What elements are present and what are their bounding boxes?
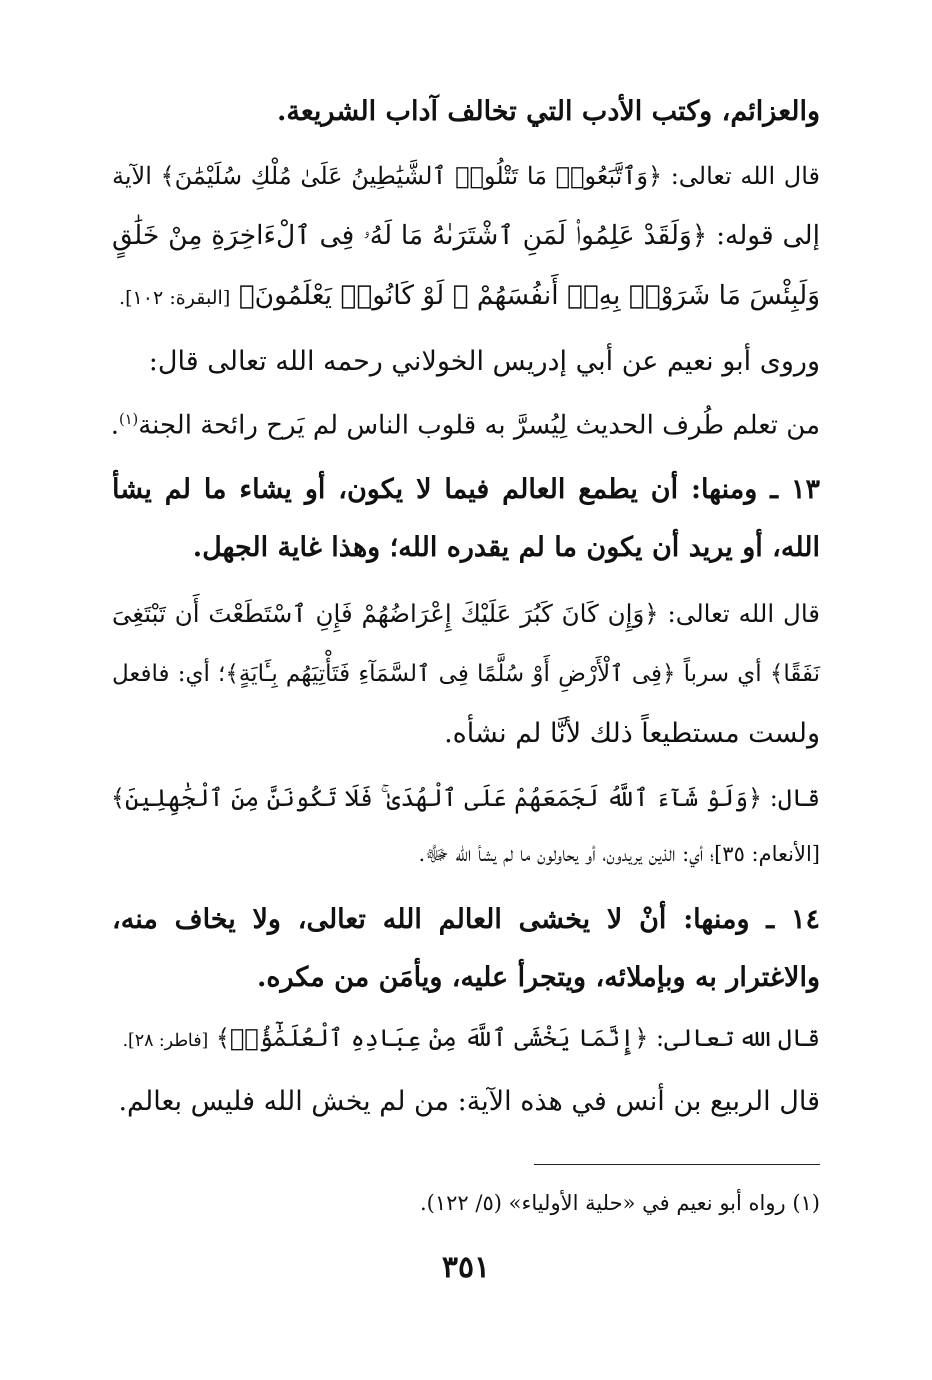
line-15-text: والاغترار به وبإملائه، ويتجرأ عليه، ويأمَن من مكره. [256,962,820,993]
line-4-text: وَلَبِئْسَ مَا شَرَوْا۟ بِهِۦٓ أَنفُسَهُمْ ۚ لَوْ كَانُوا۟ يَعْلَمُونَ﴾ [238,280,820,311]
text-line-7 [112,470,820,510]
text-line-16 [112,1018,820,1061]
line-9-text: قال الله تعالى: ﴿وَإِن كَانَ كَبُرَ عَلَيْكَ إِعْرَاضُهُمْ فَإِنِ ٱسْتَطَعْتَ أَن تَبْتَغِىَ [112,599,820,628]
text-line-9 [112,594,820,634]
text-line-12 [112,778,820,818]
line-16-text: قال الله تعالى: ﴿إِنَّمَا يَخْشَى ٱللَّهَ مِنْ عِبَادِهِ ٱلْعُلَمَٰٓؤُا۟﴾ [215,1024,820,1052]
text-line-11 [112,714,820,754]
text-line-3 [112,216,820,256]
line-11-text: ولست مستطيعاً ذلك لأنَّا لم نشأه. [444,718,820,749]
line-12-text: قال: ﴿وَلَوْ شَآءَ ٱللَّهُ لَجَمَعَهُمْ عَلَى ٱلْهُدَىٰ ۚ فَلَا تَكُونَنَّ مِنَ ٱلْجَٰهِلِينَ﴾ [110,784,820,812]
text-line-14 [112,900,820,940]
page-number: ٣٥١ [441,1250,491,1285]
line-8-text: الله، أو يريد أن يكون ما لم يقدره الله؛ وهذا غاية الجهل. [192,532,820,563]
text-line-5 [112,342,820,382]
ref-baqara: [البقرة: ١٠٢]. [119,287,231,309]
line-5-text: وروى أبو نعيم عن أبي إدريس الخولاني رحمه الله تعالى قال: [148,346,820,377]
line-1-text: والعزائم، وكتب الأدب التي تخالف آداب الشريعة. [277,96,820,127]
footnote-divider [534,1164,820,1165]
line-3-text: إلى قوله: ﴿وَلَقَدْ عَلِمُوا۟ لَمَنِ ٱشْتَرَىٰهُ مَا لَهُۥ فِى ٱلْءَاخِرَةِ مِنْ خَلَٰقٍ [112,220,820,251]
footnote-marker: (١) [119,411,139,428]
line-14-text: ١٤ ـ ومنها: أنْ لا يخشى العالم الله تعالى، ولا يخاف منه، [112,904,820,935]
text-line-15 [112,958,820,998]
text-line-17 [112,1082,820,1122]
text-line-8 [112,528,820,568]
line-2-text: قال الله تعالى: ﴿وَٱتَّبَعُوا۟ مَا تَتْلُوا۟ ٱلشَّيَٰطِينُ عَلَىٰ مُلْكِ سُلَيْمَٰنَ﴾ الآية [112,162,820,190]
text-line-13 [112,834,820,874]
text-line-4 [112,276,820,318]
footnote: (١) رواه أبو نعيم في «حلية الأولياء» (٥/ ١٢٢). [419,1191,820,1215]
text-line-1 [112,92,820,132]
line-10-text: نَفَقًا﴾ أي سرباً ﴿فِى ٱلْأَرْضِ أَوْ سُلَّمًا فِى ٱلسَّمَآءِ فَتَأْتِيَهُم بِـَٔايَةٍ﴾؛ أي: فافعل [112,661,820,687]
text-line-2 [112,156,820,196]
line-17-text: قال الربيع بن أنس في هذه الآية: من لم يخش الله فليس بعالم. [118,1086,820,1117]
line-13-text: [الأنعام: ٣٥]؛ أي: الذين يريدون، أو يحاولون ما لم يشأ الله ﷻ. [418,842,820,866]
line-7-text: ١٣ ـ ومنها: أن يطمع العالم فيما لا يكون، أو يشاء ما لم يشأ [112,474,820,505]
text-line-6 [112,400,820,446]
line-6-end: . [110,410,120,441]
text-line-10 [112,654,820,694]
ref-fatir: [فاطر: ٢٨]. [122,1031,209,1051]
line-6-text: من تعلم طُرف الحديث لِيُسرَّ به قلوب الناس لم يَرح رائحة الجنة [138,410,820,441]
